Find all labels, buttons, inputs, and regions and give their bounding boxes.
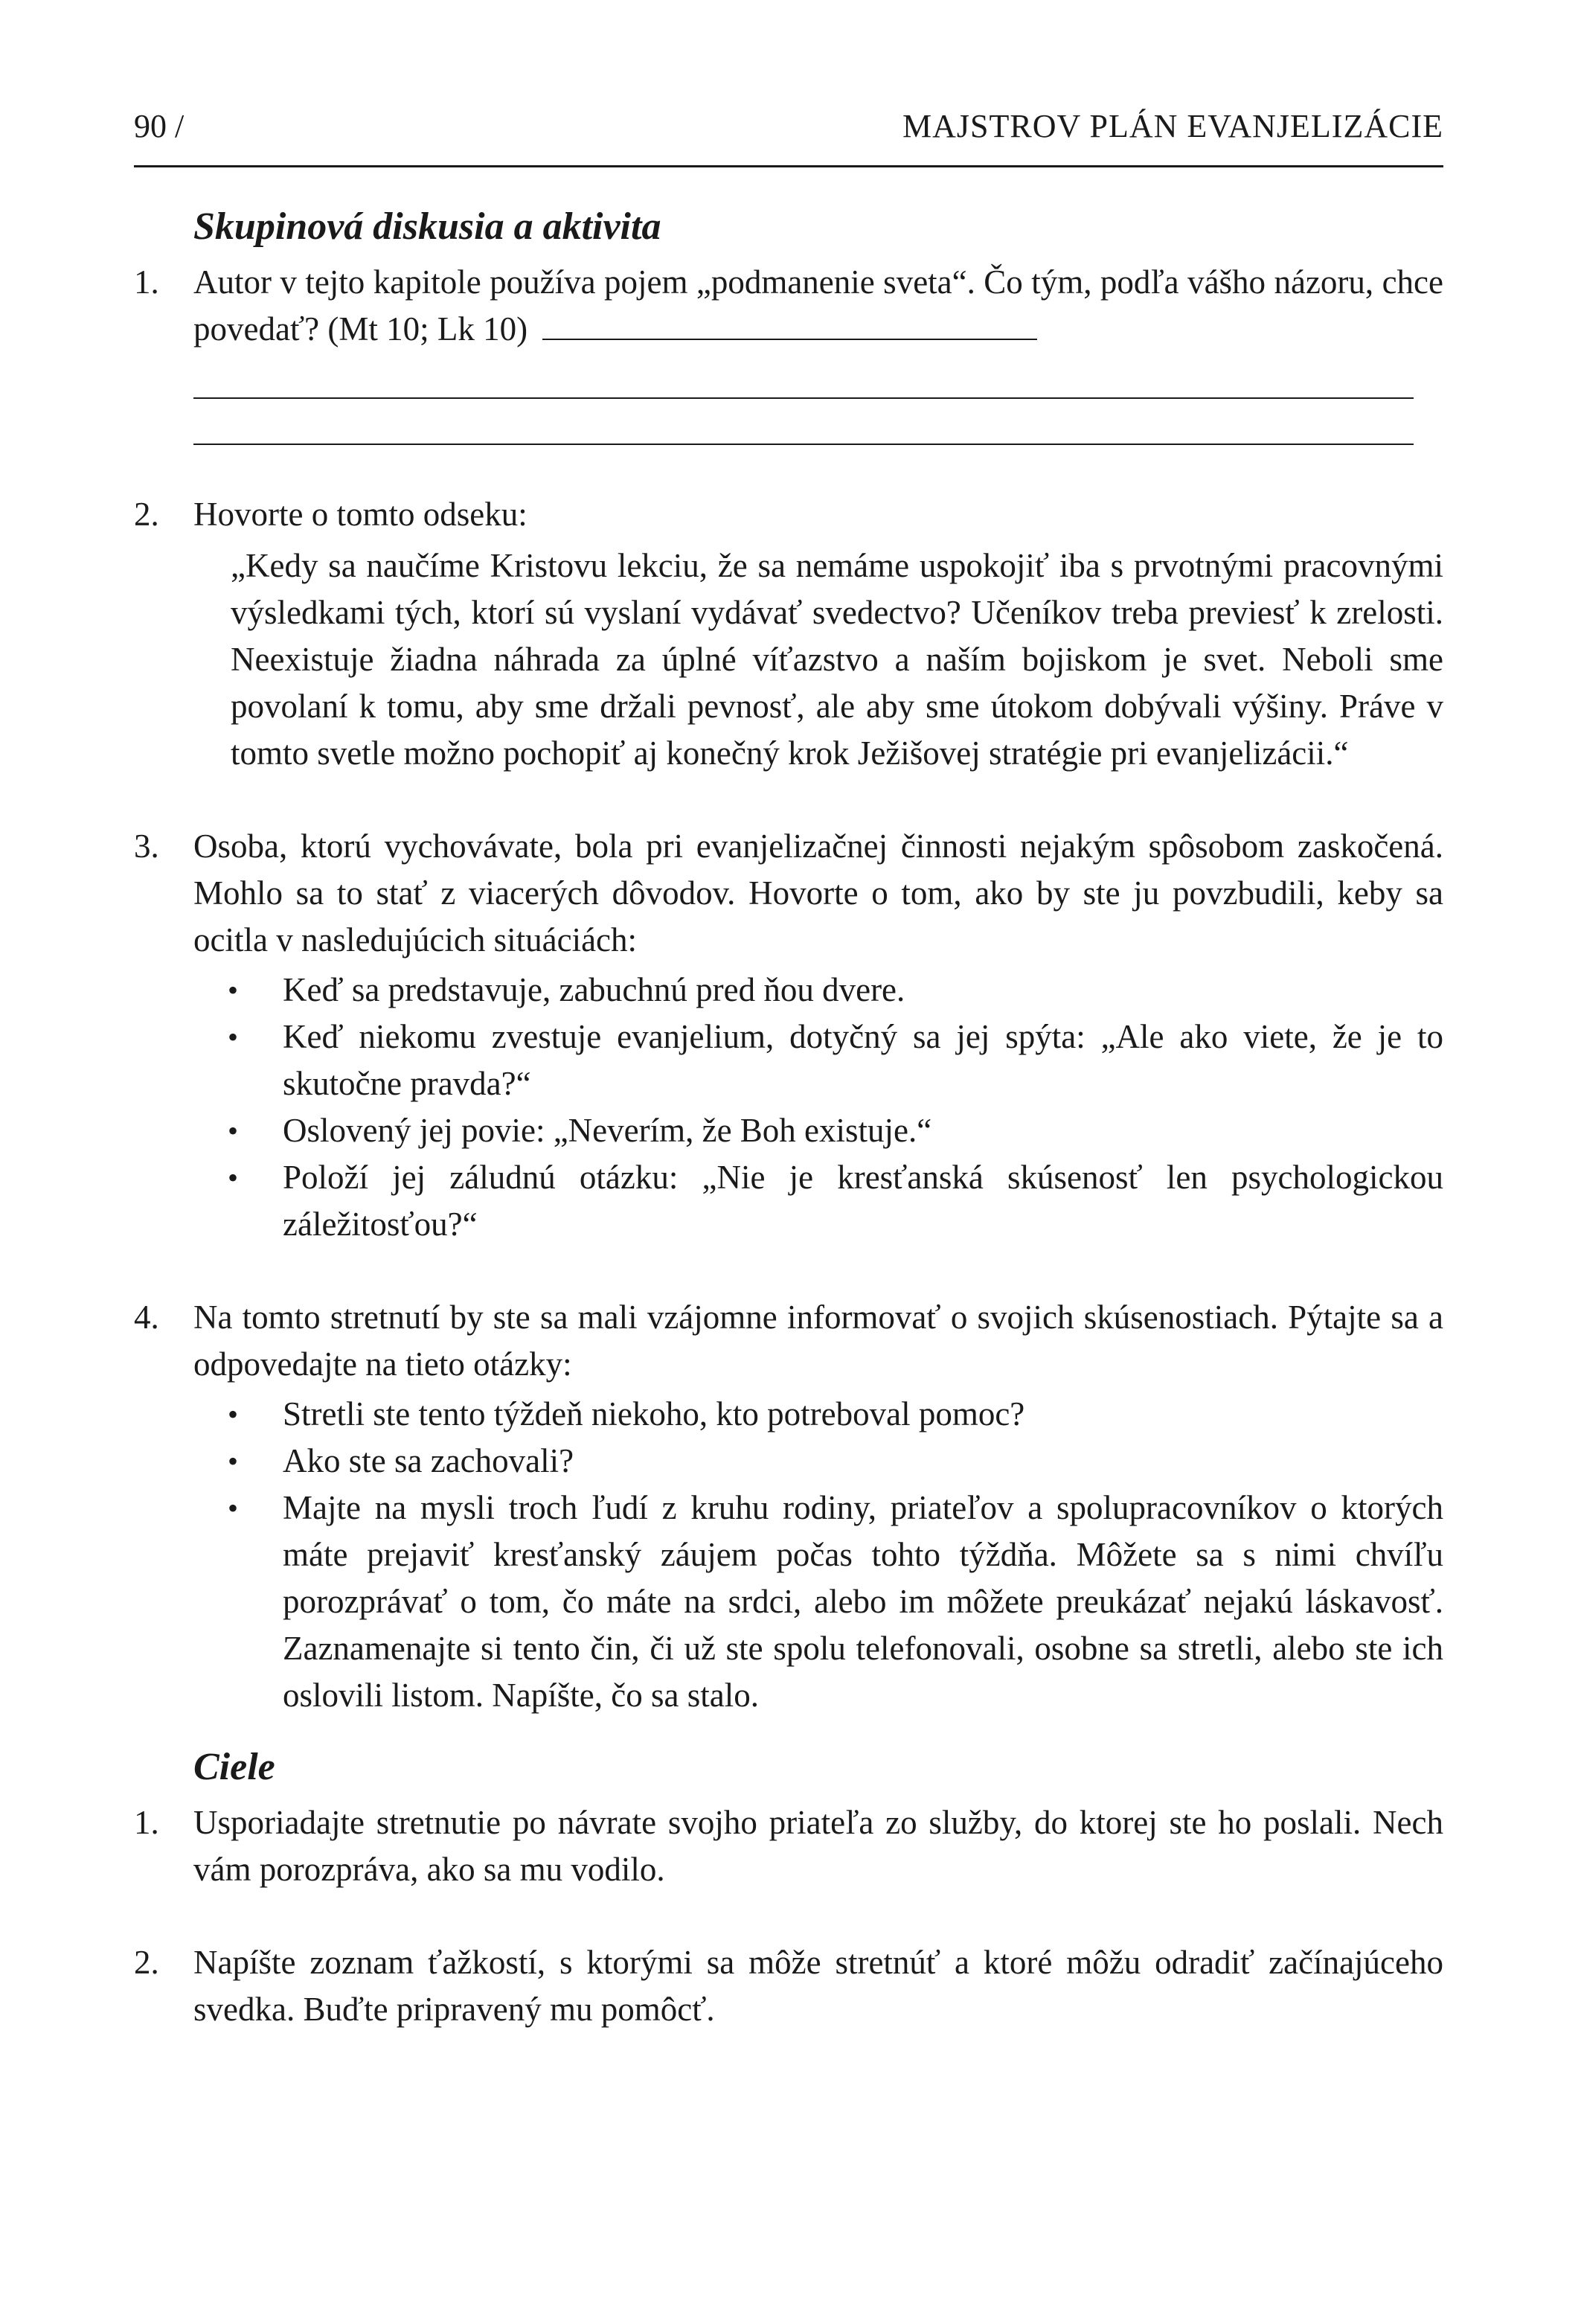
goal-text: Usporiadajte stretnutie po návrate svojho priateľa zo služby, do ktorej ste ho poslali. Nech vám porozpráva, ako sa mu vodilo. xyxy=(193,1804,1443,1888)
answer-line xyxy=(193,444,1414,445)
question-text: Na tomto stretnutí by ste sa mali vzájomne informovať o svojich skúsenostiach. Pýtajte sa a odpovedajte na tieto otázky: xyxy=(193,1299,1443,1383)
goal-number: 1. xyxy=(134,1804,159,1841)
goal-text: Napíšte zoznam ťažkostí, s ktorými sa môže stretnúť a ktoré môžu odradiť začínajúceho svedka. Buďte pripravený mu pomôcť. xyxy=(193,1944,1443,2028)
running-title: MAJSTROV PLÁN EVANJELIZÁCIE xyxy=(902,108,1443,144)
list-item-text: Oslovený jej povie: „Neverím, že Boh existuje.“ xyxy=(283,1112,932,1149)
goal-number: 2. xyxy=(134,1944,159,1981)
block-quote: „Kedy sa naučíme Kristovu lekciu, že sa nemáme uspokojiť iba s prvotnými pracovnými výsledkami tých, ktorí sú vyslaní vydávať svedectvo? Učeníkov treba previesť k zrelosti. Neexistuje žiadna náhrada za úplné víťazstvo a naším bojiskom je svet. Neboli sme povolaní k tomu, aby sme držali pevnosť, ale aby sme útokom dobývali výšiny. Práve v tomto svetle možno pochopiť aj konečný krok Ježišovej stratégie pri evanjelizácii.“ xyxy=(231,547,1443,772)
question-4 xyxy=(134,1294,1443,1719)
question-2 xyxy=(134,491,1443,777)
question-number: 2. xyxy=(134,496,159,533)
question-text: Osoba, ktorú vychovávate, bola pri evanjelizačnej činnosti nejakým spôsobom zaskočená. Mohlo sa to stať z viacerých dôvodov. Hovorte o tom, ako by ste ju povzbudili, keby sa ocitla v nasledujúcich situáciách: xyxy=(193,828,1443,958)
list-item-text: Stretli ste tento týždeň niekoho, kto potreboval pomoc? xyxy=(283,1395,1025,1433)
list-item-text: Ako ste sa zachovali? xyxy=(283,1442,574,1479)
list-item xyxy=(193,1014,1443,1107)
goal-1 xyxy=(134,1799,1443,1893)
question-number: 4. xyxy=(134,1299,159,1336)
answer-line xyxy=(193,397,1414,399)
question-number: 1. xyxy=(134,263,159,301)
list-item-text: Keď niekomu zvestuje evanjelium, dotyčný sa jej spýta: „Ale ako viete, že je to skutočne pravda?“ xyxy=(283,1018,1443,1102)
bullet-list xyxy=(193,967,1443,1248)
list-item xyxy=(193,1438,1443,1485)
list-item xyxy=(193,967,1443,1014)
section-title-goals: Ciele xyxy=(193,1746,275,1788)
bullet-icon: • xyxy=(228,1398,239,1431)
goal-2 xyxy=(134,1939,1443,2033)
bullet-icon: • xyxy=(228,973,239,1007)
page-header xyxy=(134,103,1443,150)
header-rule xyxy=(134,165,1443,167)
answer-line xyxy=(542,339,1037,340)
question-1 xyxy=(134,259,1443,445)
list-item xyxy=(193,1154,1443,1248)
list-item-text: Majte na mysli troch ľudí z kruhu rodiny, priateľov a spolupracovníkov o ktorých máte prejaviť kresťanský záujem počas tohto týždňa. Môžete sa s nimi chvíľu porozprávať o tom, čo máte na srdci, alebo im môžete preukázať nejakú láskavosť. Zaznamenajte si tento čin, či už ste spolu telefonovali, osobne sa stretli, alebo ste ich oslovili listom. Napíšte, čo sa stalo. xyxy=(283,1489,1443,1714)
list-item xyxy=(193,1391,1443,1438)
section-title-group-discussion: Skupinová diskusia a aktivita xyxy=(193,205,661,248)
page-content xyxy=(134,201,1443,2033)
question-3 xyxy=(134,823,1443,1248)
bullet-icon: • xyxy=(228,1444,239,1478)
list-item xyxy=(193,1485,1443,1719)
bullet-icon: • xyxy=(228,1020,239,1054)
list-item-text: Keď sa predstavuje, zabuchnú pred ňou dvere. xyxy=(283,971,905,1008)
bullet-icon: • xyxy=(228,1491,239,1525)
list-item-text: Položí jej záludnú otázku: „Nie je kresťanská skúsenosť len psychologickou záležitosťou?“ xyxy=(283,1159,1443,1243)
list-item xyxy=(193,1107,1443,1154)
bullet-list xyxy=(193,1391,1443,1719)
question-text: Autor v tejto kapitole používa pojem „podmanenie sveta“. Čo tým, podľa vášho názoru, chce povedať? (Mt 10; Lk 10) xyxy=(193,263,1443,348)
question-number: 3. xyxy=(134,828,159,865)
question-text: Hovorte o tomto odseku: xyxy=(193,496,527,533)
bullet-icon: • xyxy=(228,1161,239,1194)
bullet-icon: • xyxy=(228,1114,239,1147)
page-number: 90 / xyxy=(134,108,185,144)
